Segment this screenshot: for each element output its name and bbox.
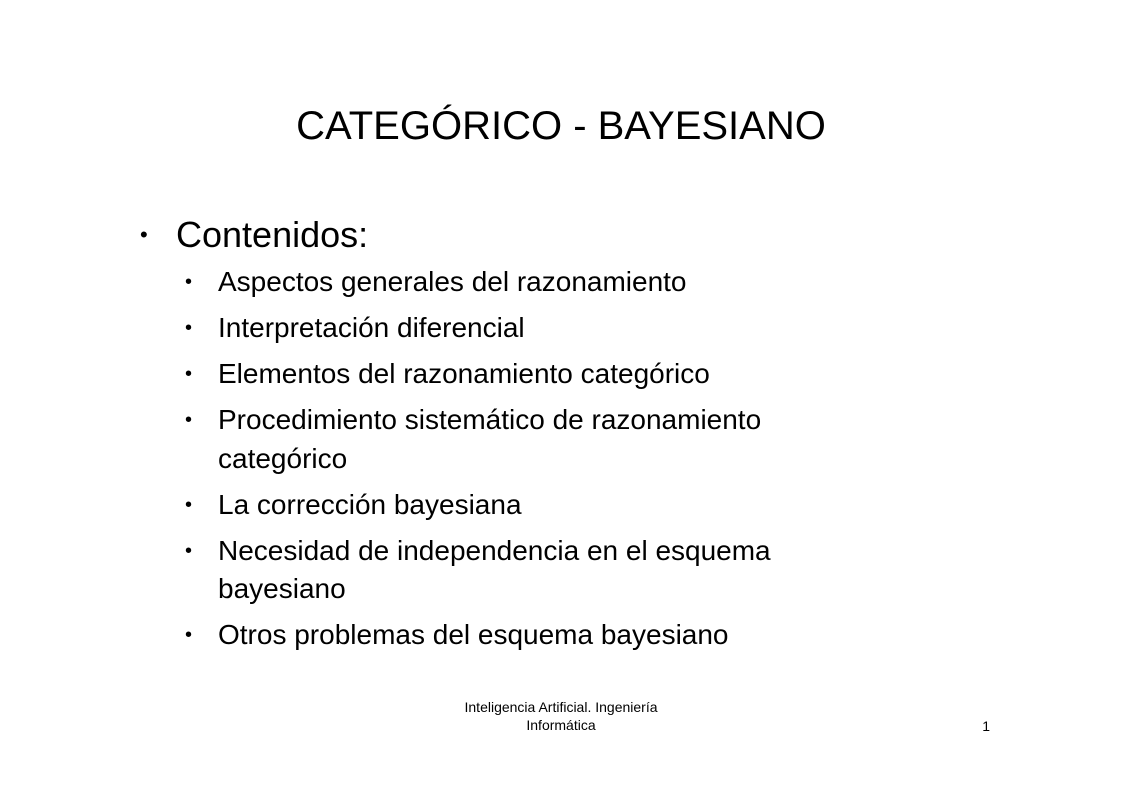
bullet-icon: •: [185, 493, 193, 516]
list-item: [185, 263, 905, 302]
page-number: 1: [982, 718, 990, 734]
slide-title: CATEGÓRICO - BAYESIANO: [296, 104, 826, 148]
list-item-label: Interpretación diferencial: [218, 312, 525, 343]
contents-list: [185, 263, 905, 662]
list-item: [185, 532, 905, 609]
footer-line-2: Informática: [526, 716, 596, 733]
list-item-label: Necesidad de independencia en el esquema bayesiano: [218, 534, 771, 604]
main-bullet-label: Contenidos:: [176, 214, 369, 255]
footer-course-name: [420, 699, 702, 734]
bullet-icon: •: [185, 409, 193, 431]
bullet-icon: •: [185, 271, 193, 293]
bullet-icon: •: [185, 317, 193, 339]
list-item-label: Aspectos generales del razonamiento: [218, 266, 687, 297]
list-item: [185, 309, 905, 348]
bullet-icon: •: [140, 222, 148, 247]
list-item-label: La corrección bayesiana: [218, 488, 522, 520]
list-item: [185, 616, 905, 655]
bullet-icon: •: [185, 624, 193, 646]
list-item-label: Procedimiento sistemático de razonamiento categórico: [218, 404, 762, 474]
list-item-label: Elementos del razonamiento categórico: [218, 358, 710, 389]
bullet-icon: •: [185, 539, 193, 562]
list-item: [185, 401, 905, 478]
bullet-icon: •: [185, 363, 193, 385]
list-item: [185, 355, 905, 394]
list-item: [185, 486, 905, 525]
list-item-label: Otros problemas del esquema bayesiano: [218, 619, 729, 650]
footer-line-1: Inteligencia Artificial. Ingeniería: [464, 699, 658, 715]
